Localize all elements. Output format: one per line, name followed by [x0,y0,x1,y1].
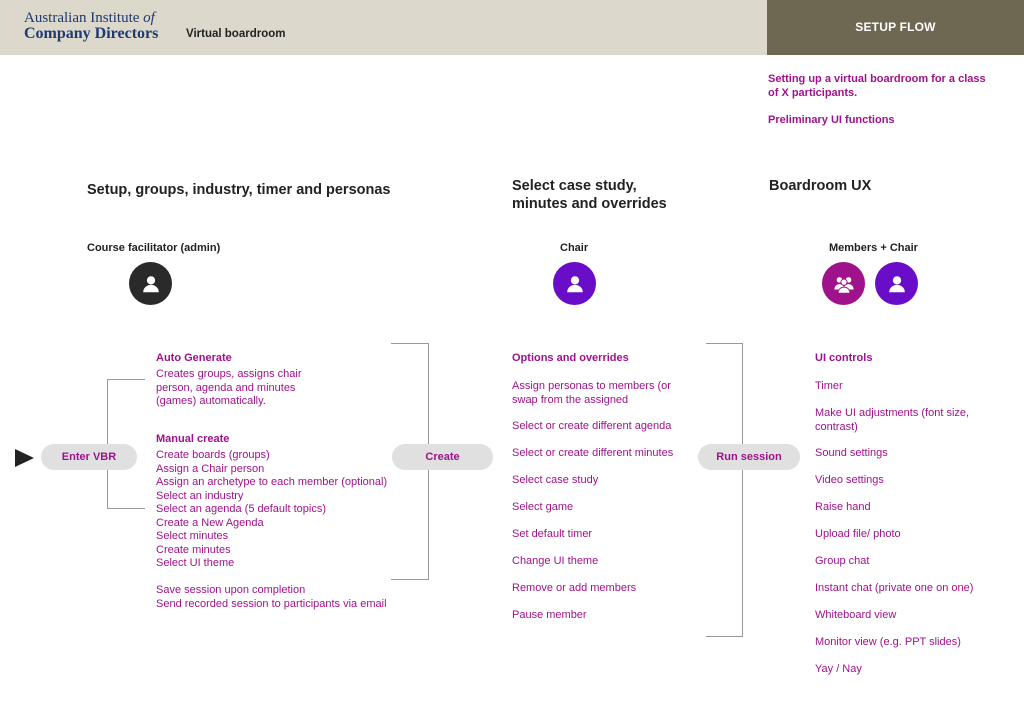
ui-controls-heading: UI controls [815,352,873,364]
create-bracket-top [391,343,429,344]
options-item: Pause member [512,609,587,621]
auto-generate-line: Creates groups, assigns chair [156,368,302,380]
casestudy-title-line1: Select case study, [512,178,637,194]
manual-create-item: Create boards (groups) [156,449,270,461]
run-session-button[interactable]: Run session [698,444,800,470]
ui-control-item: Make UI adjustments (font size, [815,407,970,419]
app-title: Virtual boardroom [186,28,286,40]
manual-create-item: Assign a Chair person [156,462,265,475]
options-item: Assign personas to members (or [512,380,671,392]
run-bracket-vertical [742,343,743,637]
intro-line1: Setting up a virtual boardroom for a class [768,73,986,85]
intro-line2: of X participants. [768,87,858,99]
auto-generate-line: (games) automatically. [156,395,266,407]
chair-avatar-2[interactable] [875,262,918,305]
auto-generate-line: person, agenda and minutes [156,381,296,394]
setup-flow-label: SETUP FLOW [767,0,1024,55]
ui-control-item: Group chat [815,555,870,567]
play-arrow-icon [15,449,34,467]
manual-create-heading: Manual create [156,433,230,445]
aicd-logo[interactable] [24,11,158,41]
ui-control-item: Upload file/ photo [815,528,901,540]
logo-line1: Australian Institute [24,10,140,26]
admin-avatar[interactable] [129,262,172,305]
ui-control-item: contrast) [815,420,858,433]
enter-vbr-button[interactable]: Enter VBR [41,444,137,470]
run-bracket-bottom [706,636,743,637]
manual-create-item: Select minutes [156,530,229,542]
session-note: Save session upon completion [156,584,306,596]
ui-control-item: Timer [815,380,843,392]
create-bracket-bottom [391,579,429,580]
ui-control-item: Sound settings [815,447,888,459]
role-admin: Course facilitator (admin) [87,242,221,254]
manual-create-item: Select an agenda (5 default topics) [156,503,327,515]
options-item: Select game [512,501,574,513]
options-item: swap from the assigned [512,393,629,406]
options-item: Select or create different agenda [512,420,672,432]
enter-bracket-top [107,379,145,380]
ui-control-item: Whiteboard view [815,609,897,621]
ui-control-item: Video settings [815,474,884,486]
options-item: Select or create different minutes [512,447,674,459]
manual-create-item: Assign an archetype to each member (optional) [156,476,388,488]
options-item: Set default timer [512,528,593,540]
members-avatar[interactable] [822,262,865,305]
auto-generate-heading: Auto Generate [156,352,232,364]
manual-create-item: Create a New Agenda [156,516,264,529]
session-note: Send recorded session to participants via email [156,597,387,610]
options-item: Remove or add members [512,582,637,594]
options-item: Change UI theme [512,555,599,567]
manual-create-item: Select UI theme [156,557,235,569]
ui-control-item: Monitor view (e.g. PPT slides) [815,636,961,648]
role-chair: Chair [560,242,589,254]
run-bracket-top [706,343,743,344]
options-item: Select case study [512,474,599,486]
role-members-chair: Members + Chair [829,242,918,254]
create-button[interactable]: Create [392,444,493,470]
user-icon [564,273,586,295]
setup-column-title: Setup, groups, industry, timer and personas [87,182,391,198]
header-bar [0,0,1024,55]
options-heading: Options and overrides [512,352,629,364]
group-icon [833,273,855,295]
boardroom-column-title: Boardroom UX [769,178,872,194]
logo-line1-of: of [143,10,155,26]
ui-control-item: Instant chat (private one on one) [815,582,974,594]
user-icon [140,273,162,295]
manual-create-item: Select an industry [156,489,244,502]
ui-control-item: Raise hand [815,501,871,513]
intro-line3: Preliminary UI functions [768,114,895,126]
enter-bracket-bottom [107,508,145,509]
user-icon [886,273,908,295]
manual-create-item: Create minutes [156,543,231,556]
casestudy-title-line2: minutes and overrides [512,196,667,212]
ui-control-item: Yay / Nay [815,663,862,675]
chair-avatar[interactable] [553,262,596,305]
logo-line2: Company Directors [24,25,159,42]
